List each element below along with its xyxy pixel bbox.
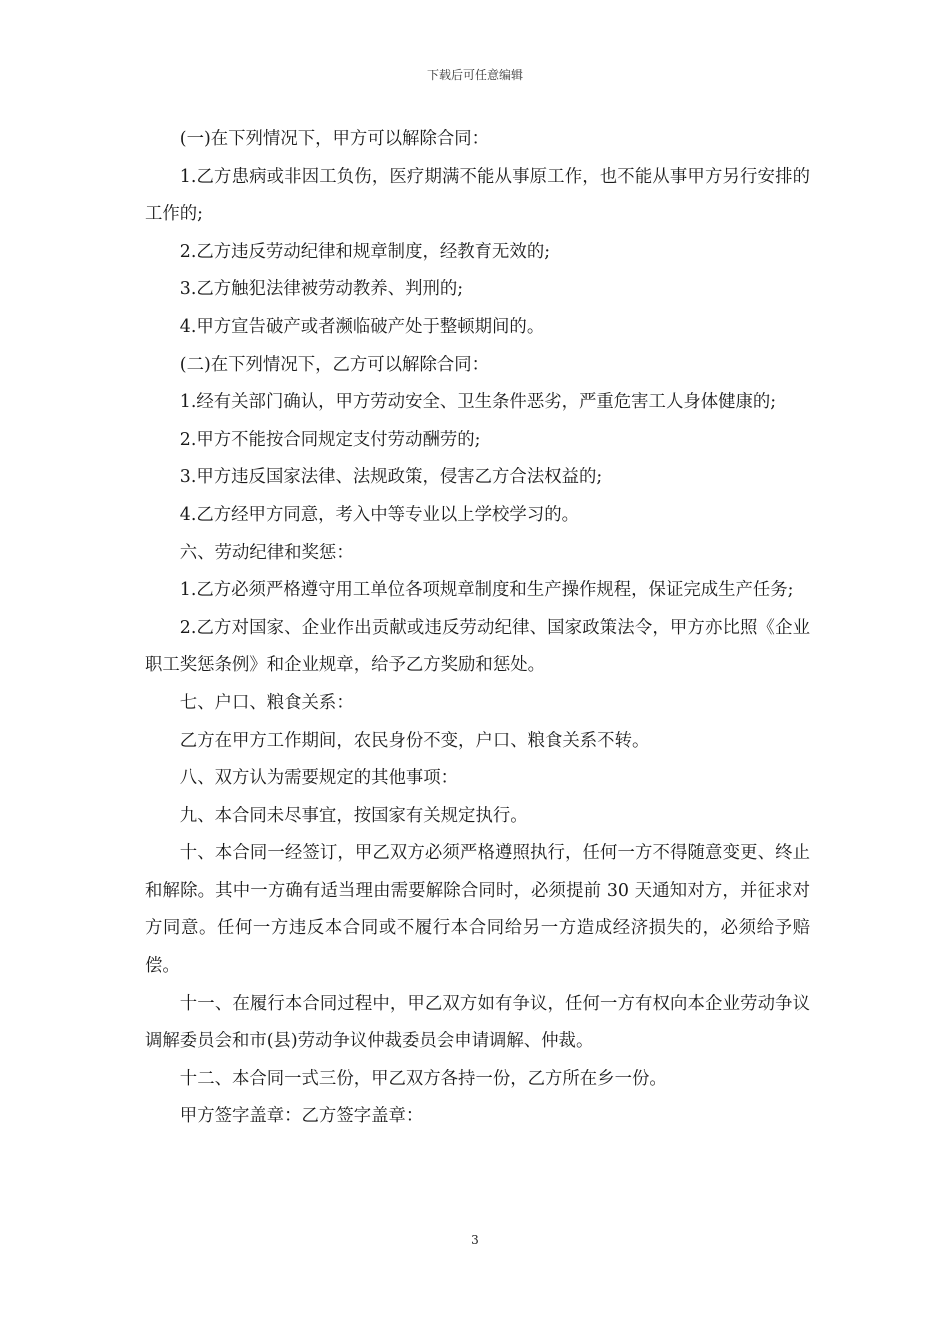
section-heading: 八、双方认为需要规定的其他事项：: [179, 768, 459, 789]
paragraph: 2.乙方对国家、企业作出贡献或违反劳动纪律、国家政策法令，甲方亦比照《企业职工奖惩条例》和企业规章，给予乙方奖励和惩处。: [145, 617, 810, 676]
page-header: 下载后可任意编辑: [426, 68, 523, 82]
paragraph: 1.乙方患病或非因工负伤，医疗期满不能从事原工作，也不能从事甲方另行安排的工作的;: [145, 166, 810, 225]
paragraph: 3.甲方违反国家法律、法规政策，侵害乙方合法权益的;: [179, 467, 603, 488]
section-heading: 六、劳动纪律和奖惩：: [179, 542, 354, 563]
paragraph: 1.乙方必须严格遵守用工单位各项规章制度和生产操作规程，保证完成生产任务;: [179, 580, 794, 601]
paragraph: 1.经有关部门确认，甲方劳动安全、卫生条件恶劣，严重危害工人身体健康的;: [179, 392, 777, 413]
paragraph: 十一、在履行本合同过程中，甲乙双方如有争议，任何一方有权向本企业劳动争议调解委员会和市(县)劳动争议仲裁委员会申请调解、仲裁。: [145, 993, 810, 1052]
section-heading: 七、户口、粮食关系：: [179, 692, 354, 713]
paragraph: 4.乙方经甲方同意，考入中等专业以上学校学习的。: [179, 504, 579, 525]
paragraph: 十、本合同一经签订，甲乙双方必须严格遵照执行，任何一方不得随意变更、终止和解除。其中一方确有适当理由需要解除合同时，必须提前 30 天通知对方，并征求对方同意。任何一方违反本合同或不履行本合同给另一方造成经济损失的，必须给予赔偿。: [145, 843, 810, 977]
paragraph: 2.乙方违反劳动纪律和规章制度，经教育无效的;: [179, 241, 551, 262]
paragraph: 乙方在甲方工作期间，农民身份不变，户口、粮食关系不转。: [179, 730, 650, 751]
paragraph: 十二、本合同一式三份，甲乙双方各持一份，乙方所在乡一份。: [179, 1068, 667, 1089]
section-heading: 九、本合同未尽事宜，按国家有关规定执行。: [179, 805, 528, 826]
paragraph: 4.甲方宣告破产或者濒临破产处于整顿期间的。: [179, 316, 545, 337]
document-body: [145, 121, 810, 1136]
paragraph: (一)在下列情况下，甲方可以解除合同：: [179, 129, 490, 149]
signature-line: 甲方签字盖章：乙方签字盖章：: [179, 1106, 424, 1127]
paragraph: 3.乙方触犯法律被劳动教养、判刑的;: [179, 279, 464, 300]
page-number: 3: [471, 1233, 479, 1247]
paragraph: 2.甲方不能按合同规定支付劳动酬劳的;: [179, 429, 481, 450]
paragraph: (二)在下列情况下，乙方可以解除合同：: [179, 354, 490, 375]
